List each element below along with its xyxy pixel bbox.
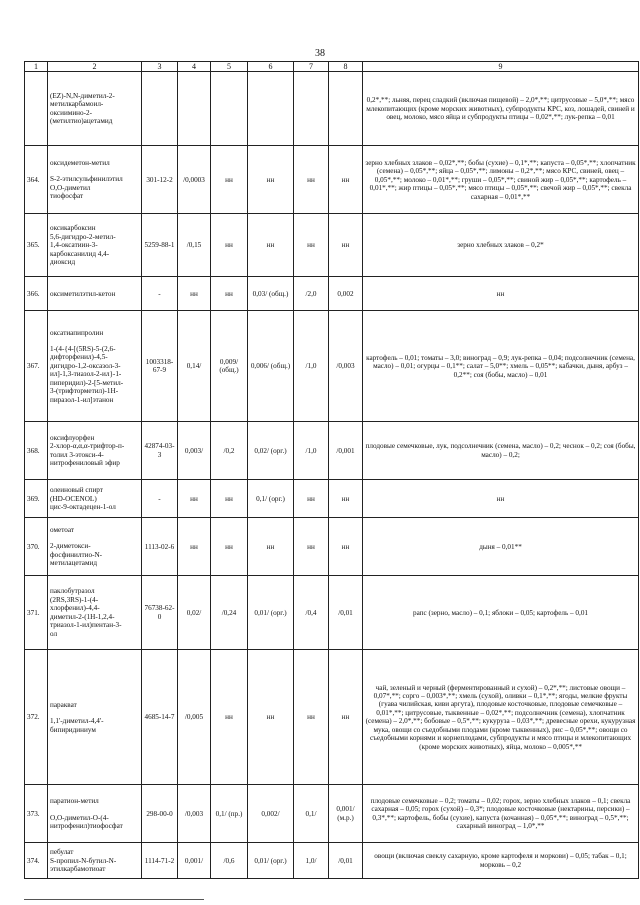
substance-name-line: 3-(трифторметил)-1Н-	[50, 387, 119, 396]
row-number: 367.	[25, 311, 48, 422]
value-cell-5: /0,6	[211, 843, 248, 879]
header-cell: 1	[25, 62, 48, 72]
value-cell-8: нн	[329, 480, 363, 518]
value-cell-7: нн	[294, 480, 329, 518]
cas-number: 42874-03-3	[142, 422, 178, 480]
value-cell-8: 0,002	[329, 277, 363, 311]
row-number: 366.	[25, 277, 48, 311]
substance-name-line: О,О-диметил-О-(4-	[50, 813, 109, 822]
table-row	[25, 277, 639, 311]
value-cell-4: /0,15	[178, 214, 211, 277]
table-row	[25, 650, 639, 785]
substance-name-line: пебулат	[50, 848, 74, 857]
cas-number: 298-00-0	[142, 785, 178, 843]
cas-number: 4685-14-7	[142, 650, 178, 785]
value-cell-5: нн	[211, 650, 248, 785]
value-cell-7: /1,0	[294, 422, 329, 480]
residue-limits: дыня – 0,01**	[363, 518, 639, 576]
substance-name-line: карбоксанилид 4,4-	[50, 249, 110, 258]
table-row	[25, 518, 639, 576]
substance-name-line: толил 3-этокси-4-	[50, 450, 104, 459]
substance-name	[48, 576, 142, 650]
pesticide-table	[24, 61, 639, 879]
page-number: 38	[315, 48, 325, 59]
value-cell-5: нн	[211, 480, 248, 518]
value-cell-4: 0,14/	[178, 311, 211, 422]
value-cell-6: 0,002/	[248, 785, 294, 843]
cas-number: 1113-02-6	[142, 518, 178, 576]
substance-name-line: пиразол-1-ил]этанон	[50, 395, 114, 404]
value-cell-8: /0,001	[329, 422, 363, 480]
substance-name-line: (EZ)-N,N-диметил-2-	[50, 91, 115, 100]
substance-name-line: S-2-этилсульфинилэтил	[50, 175, 123, 184]
header-row	[25, 62, 639, 72]
substance-name-line: олеиновый спирт	[50, 486, 103, 495]
substance-name-line: паклобутразол	[50, 587, 95, 596]
residue-limits: плодовые семечковые – 0,2; томаты – 0,02; горох, зерно хлебных злаков – 0,1; свекла сахарная – 0,05; горох (сухой) – 0,3*; плодовые косточковые (нектарины, персики) – 0,3*,**; картофель, бобы (сухие), капуста (кочанная) – 0,05*,**; виноград – 0,5*,**; сахарный виноград – 1,0*,**	[363, 785, 639, 843]
value-cell-8: 0,001/ (м.р.)	[329, 785, 363, 843]
value-cell-6: 0,01/ (орг.)	[248, 576, 294, 650]
substance-name-line: ол	[50, 629, 58, 638]
substance-name-line: метилкарбамоил-	[50, 100, 104, 109]
value-cell-5	[211, 72, 248, 146]
value-cell-5: нн	[211, 277, 248, 311]
substance-name-line: дигидро-1,2-оксазол-3-	[50, 361, 121, 370]
table-row	[25, 72, 639, 146]
value-cell-8: нн	[329, 146, 363, 214]
value-cell-8: нн	[329, 650, 363, 785]
residue-limits: зерно хлебных злаков – 0,02*,**; бобы (сухие) – 0,1*,**; капуста – 0,05*,**; хлопчатник (семена) – 0,05*,**; яйца – 0,05*,**; лимоны – 0,2*,**; мясо КРС, свиней, овец – 0,05*,**; молоко – 0,01*,**; груши – 0,05*,**; свиной жир – 0,05*,**; картофель – 0,01*,**; жир птицы – 0,05*,**; мясо птицы – 0,05*,**; свечой жир – 0,05*,**; свекла сахарная – 0,01*,**	[363, 146, 639, 214]
cas-number: -	[142, 277, 178, 311]
value-cell-4: 0,001/	[178, 843, 211, 879]
substance-name-line: оксиимино-2-	[50, 108, 93, 117]
value-cell-4: нн	[178, 277, 211, 311]
substance-name-line: (метилтио)ацетамид	[50, 117, 113, 126]
row-number: 374.	[25, 843, 48, 879]
value-cell-6: 0,006/ (общ.)	[248, 311, 294, 422]
row-number: 372.	[25, 650, 48, 785]
value-cell-7: /0,4	[294, 576, 329, 650]
row-number: 369.	[25, 480, 48, 518]
value-cell-6: нн	[248, 214, 294, 277]
value-cell-8	[329, 72, 363, 146]
substance-name-line: паракват	[50, 700, 77, 709]
substance-name-line: ил]-1,3-тиазол-2-ил}-1-	[50, 370, 122, 379]
value-cell-6: 0,03/ (общ.)	[248, 277, 294, 311]
substance-name	[48, 214, 142, 277]
value-cell-5: нн	[211, 214, 248, 277]
substance-name-line: (HD-OCENOL)	[50, 494, 97, 503]
value-cell-7: 0,1/	[294, 785, 329, 843]
substance-name-line: оксидеметон-метил	[50, 158, 110, 167]
table-row	[25, 311, 639, 422]
substance-name-line: оксикарбоксин	[50, 224, 96, 233]
substance-name-line: 1-(4-{4-[(5RS)-5-(2,6-	[50, 344, 116, 353]
substance-name	[48, 277, 142, 311]
value-cell-6: нн	[248, 650, 294, 785]
substance-name-line: диметил-2-(1Н-1,2,4-	[50, 612, 115, 621]
header-cell: 3	[142, 62, 178, 72]
row-number: 364.	[25, 146, 48, 214]
substance-name-line: триазол-1-ил)пентан-3-	[50, 621, 122, 630]
value-cell-6: нн	[248, 146, 294, 214]
substance-name	[48, 72, 142, 146]
header-cell: 7	[294, 62, 329, 72]
substance-name-line: нитрофенил)тиофосфат	[50, 822, 123, 831]
substance-name-line: тиофосфат	[50, 192, 84, 201]
substance-name-line: фосфинилтио-N-	[50, 550, 103, 559]
table-row	[25, 576, 639, 650]
row-number: 371.	[25, 576, 48, 650]
table-row	[25, 785, 639, 843]
residue-limits: чай, зеленый и черный (ферментированный и сухой) – 0,2*,**; листовые овощи – 0,07*,**; сорго – 0,003*,**; хмель (сухой), оливки – 0,1*,**; ягоды, мелкие фрукты (гуава чилийская, киви аргута), плодовые косточковые, плодовые семечковые – 0,01*,**; цитрусовые, тыквенные – 0,02*,**; подсолнечник (семена), хлопчатник (семена) – 2,0*,**; бобовые – 0,5*,**; кукуруза – 0,03*,**; древесные орехи, кукурузная мука, овощи со съедобными плодами (кроме тыквенных), рис – 0,05*,**; овощи со съедобными корнями и корнеплодами, субпродукты и мясо птицы и млекопитающих (кроме морских животных), яйца, молоко – 0,005*,**	[363, 650, 639, 785]
value-cell-8: /0,01	[329, 843, 363, 879]
residue-limits: картофель – 0,01; томаты – 3,0; виноград – 0,9; лук-репка – 0,04; подсолнечник (семена, масло) – 0,01; огурцы – 0,1**; салат – 5,0**; хмель – 0,05**; кабачки, дыня, арбуз – 0,2**; соя (бобы, масло) – 0,01	[363, 311, 639, 422]
value-cell-5: /0,24	[211, 576, 248, 650]
value-cell-8: нн	[329, 214, 363, 277]
substance-name-line: диоксид	[50, 258, 76, 267]
header-cell: 2	[48, 62, 142, 72]
substance-name-line: цис-9-октадецен-1-ол	[50, 503, 116, 512]
header-cell: 8	[329, 62, 363, 72]
substance-name	[48, 650, 142, 785]
value-cell-5: нн	[211, 146, 248, 214]
substance-name-line: паратион-метил	[50, 797, 99, 806]
substance-name-line: бипиридиниум	[50, 725, 96, 734]
substance-name-line: дифторфенил)-4,5-	[50, 353, 108, 362]
substance-name	[48, 480, 142, 518]
substance-name-line: О,О-диметил	[50, 183, 91, 192]
cas-number: 301-12-2	[142, 146, 178, 214]
value-cell-8: нн	[329, 518, 363, 576]
substance-name-line: 2-диметокси-	[50, 542, 91, 551]
substance-name-line: 1,1'-диметил-4,4'-	[50, 717, 104, 726]
cas-number: 76738-62-0	[142, 576, 178, 650]
value-cell-4: нн	[178, 480, 211, 518]
value-cell-7: /1,0	[294, 311, 329, 422]
cas-number: 5259-88-1	[142, 214, 178, 277]
row-number: 365.	[25, 214, 48, 277]
substance-name-line: S-пропил-N-бутил-N-	[50, 856, 117, 865]
residue-limits: зерно хлебных злаков – 0,2*	[363, 214, 639, 277]
cas-number: 1003318-67-9	[142, 311, 178, 422]
substance-name-line: этилкарбамотиоат	[50, 865, 106, 874]
substance-name	[48, 843, 142, 879]
substance-name-line: оксиметилэтил-кетон	[50, 289, 116, 298]
residue-limits: нн	[363, 277, 639, 311]
value-cell-4: /0,003	[178, 785, 211, 843]
value-cell-4: 0,003/	[178, 422, 211, 480]
row-number: 368.	[25, 422, 48, 480]
value-cell-4: /0,0003	[178, 146, 211, 214]
row-number	[25, 72, 48, 146]
value-cell-7: нн	[294, 650, 329, 785]
value-cell-7	[294, 72, 329, 146]
residue-limits: рапс (зерно, масло) – 0,1; яблоки – 0,05; картофель – 0,01	[363, 576, 639, 650]
header-cell: 9	[363, 62, 639, 72]
value-cell-7: нн	[294, 146, 329, 214]
substance-name-line: 2-хлор-α,α,α-трифтор-п-	[50, 442, 125, 451]
table-row	[25, 214, 639, 277]
substance-name	[48, 422, 142, 480]
value-cell-6: 0,02/ (орг.)	[248, 422, 294, 480]
cas-number: -	[142, 480, 178, 518]
table-row	[25, 422, 639, 480]
substance-name-line: 1,4-оксатиин-3-	[50, 241, 98, 250]
cas-number	[142, 72, 178, 146]
substance-name-line: ометоат	[50, 525, 74, 534]
value-cell-6: 0,01/ (орг.)	[248, 843, 294, 879]
value-cell-4: нн	[178, 518, 211, 576]
value-cell-6: 0,1/ (орг.)	[248, 480, 294, 518]
footnote-rule	[24, 899, 204, 900]
substance-name	[48, 518, 142, 576]
header-cell: 5	[211, 62, 248, 72]
substance-name-line: нитрофениловый эфир	[50, 459, 120, 468]
substance-name-line: метилацетамид	[50, 559, 98, 568]
value-cell-4: 0,02/	[178, 576, 211, 650]
substance-name-line: (2RS,3RS)-1-(4-	[50, 595, 99, 604]
value-cell-7: нн	[294, 214, 329, 277]
value-cell-7: нн	[294, 518, 329, 576]
value-cell-5: 0,009/ (общ.)	[211, 311, 248, 422]
substance-name-line: 5,6-дигидро-2-метил-	[50, 232, 116, 241]
value-cell-5: /0,2	[211, 422, 248, 480]
row-number: 373.	[25, 785, 48, 843]
value-cell-6	[248, 72, 294, 146]
table-row	[25, 146, 639, 214]
table-row	[25, 843, 639, 879]
value-cell-8: /0,01	[329, 576, 363, 650]
value-cell-4	[178, 72, 211, 146]
substance-name-line: оксифлуорфен	[50, 433, 95, 442]
cas-number: 1114-71-2	[142, 843, 178, 879]
value-cell-7: 1,0/	[294, 843, 329, 879]
value-cell-8: /0,003	[329, 311, 363, 422]
substance-name	[48, 311, 142, 422]
value-cell-7: /2,0	[294, 277, 329, 311]
value-cell-5: нн	[211, 518, 248, 576]
substance-name	[48, 146, 142, 214]
residue-limits: овощи (включая свеклу сахарную, кроме картофеля и моркови) – 0,05; табак – 0,1; морковь – 0,2	[363, 843, 639, 879]
header-cell: 4	[178, 62, 211, 72]
residue-limits: 0,2*,**; льняя, перец сладкий (включая пищевой) – 2,0*,**; цитрусовые – 5,0*,**; мясо млекопитающих (кроме морских животных), субпродукты КРС, коз, лошадей, свиней и овец, молоко, мясо яйца и субпродукты птицы – 0,02*,**; лук-репка – 0,01	[363, 72, 639, 146]
residue-limits: нн	[363, 480, 639, 518]
header-cell: 6	[248, 62, 294, 72]
substance-name-line: хлорфенил)-4,4-	[50, 604, 100, 613]
residue-limits: плодовые семечковые, лук, подсолнечник (семена, масло) – 0,2; чеснок – 0,2; соя (бобы, масло) – 0,2;	[363, 422, 639, 480]
value-cell-4: /0,005	[178, 650, 211, 785]
value-cell-6: нн	[248, 518, 294, 576]
table-row	[25, 480, 639, 518]
substance-name	[48, 785, 142, 843]
value-cell-5: 0,1/ (пр.)	[211, 785, 248, 843]
substance-name-line: оксатиапипролин	[50, 328, 104, 337]
row-number: 370.	[25, 518, 48, 576]
substance-name-line: пиперидил)-2-[5-метил-	[50, 378, 124, 387]
